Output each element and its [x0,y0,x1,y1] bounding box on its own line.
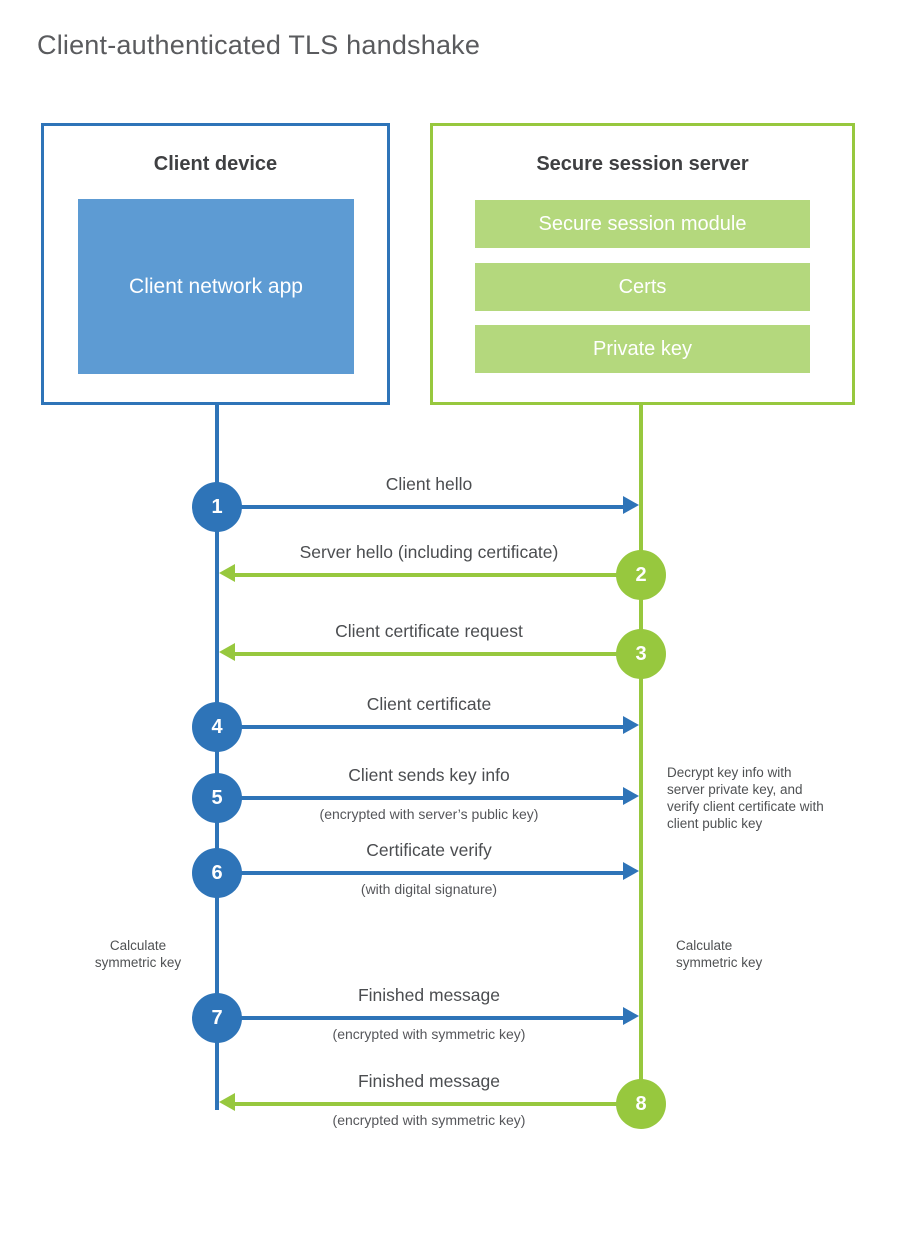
secure-session-module-bar: Secure session module [475,200,810,248]
arrow-right-icon [623,1007,639,1025]
arrow-right-icon [623,862,639,880]
step-6-row [0,840,900,898]
arrow-left-icon [219,564,235,582]
step-5-number-badge: 5 [192,773,242,823]
step-2-arrow [233,573,641,577]
step-6-number-badge: 6 [192,848,242,898]
step-7-label: Finished message [357,985,501,1005]
step-6-arrow [217,871,627,875]
step-4-label: Client certificate [366,694,492,714]
step-5-sublabel: (encrypted with server’s public key) [319,806,539,822]
certs-bar: Certs [475,263,810,311]
step-2-label: Server hello (including certificate) [299,542,559,562]
step-7-row [0,985,900,1043]
arrow-right-icon [623,496,639,514]
step-6-sublabel: (with digital signature) [360,881,498,897]
private-key-bar: Private key [475,325,810,373]
step-7-arrow [217,1016,627,1020]
step-2-row [0,542,900,600]
server-calculate-symmetric-key-note: Calculate symmetric key [676,938,763,970]
step-1-arrow [217,505,627,509]
server-decrypt-note: Decrypt key info with server private key, and verify client certificate with client public key [667,765,824,831]
step-2-number-badge: 2 [616,550,666,600]
step-7-number-badge: 7 [192,993,242,1043]
client-calculate-symmetric-key-note: Calculate symmetric key [94,938,182,970]
step-3-number-badge: 3 [616,629,666,679]
step-1-row [0,474,900,532]
step-1-label: Client hello [385,474,473,494]
step-3-label: Client certificate request [335,621,523,641]
step-8-label: Finished message [357,1071,501,1091]
step-5-arrow [217,796,627,800]
step-6-label: Certificate verify [366,840,492,860]
step-8-number-badge: 8 [616,1079,666,1129]
client-device-title: Client device [153,153,278,175]
step-5-label: Client sends key info [348,765,510,785]
step-8-sublabel: (encrypted with symmetric key) [332,1112,526,1128]
step-1-number-badge: 1 [192,482,242,532]
step-4-row [0,694,900,752]
arrow-left-icon [219,1093,235,1111]
arrow-right-icon [623,787,639,805]
step-8-row [0,1071,900,1129]
step-7-sublabel: (encrypted with symmetric key) [332,1026,526,1042]
step-4-arrow [217,725,627,729]
arrow-left-icon [219,643,235,661]
client-network-app-label: Client network app [129,274,303,298]
step-3-row [0,621,900,679]
arrow-right-icon [623,716,639,734]
secure-session-server-title: Secure session server [536,153,749,175]
diagram-title: Client-authenticated TLS handshake [37,30,481,60]
client-network-app-box [78,199,354,374]
step-3-arrow [233,652,641,656]
step-8-arrow [233,1102,641,1106]
step-4-number-badge: 4 [192,702,242,752]
